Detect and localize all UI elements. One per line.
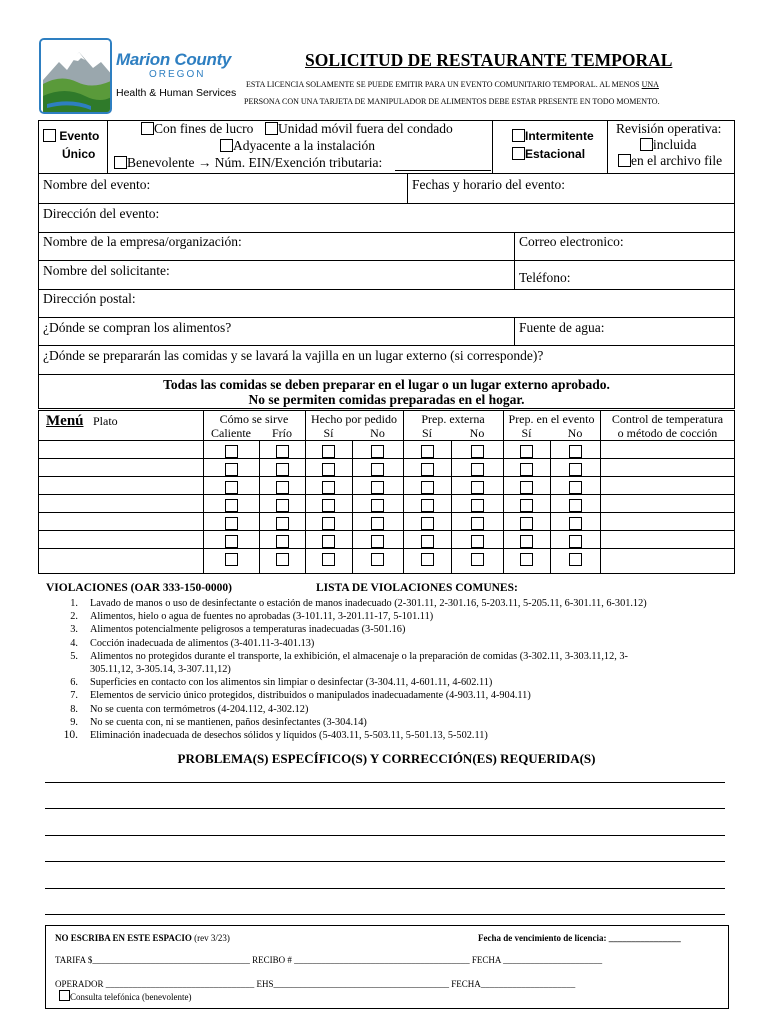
menu-row-7-frio-checkbox[interactable]: [276, 553, 289, 566]
violation-number: 1.: [70, 598, 78, 609]
violation-text: Cocción inadecuada de alimentos (3-401.11-3-401.13): [90, 637, 315, 649]
violation-text: Elementos de servicio único protegidos, distribuidos o manipulados inadecuadamente (4-903.11, 4-904.11): [90, 690, 531, 702]
violation-number: 5.: [70, 650, 78, 662]
notice-line-b: No se permiten comidas preparadas en el hogar.: [248, 392, 525, 407]
violation-text: 305.11,12, 3-305.14, 3-307.11,12): [90, 664, 231, 676]
menu-row-2-externa-no-checkbox[interactable]: [471, 463, 484, 476]
evento-unico-checkbox[interactable]: [43, 129, 56, 142]
intermitente-option[interactable]: Intermitente: [512, 129, 594, 143]
menu-row-7-hecho-si-checkbox[interactable]: [322, 553, 335, 566]
externa-si-heading: Sí: [421, 426, 432, 440]
nombre-evento-field[interactable]: Nombre del evento:: [43, 177, 151, 192]
menu-row-7-hecho-no-checkbox[interactable]: [371, 553, 384, 566]
menu-row-1-externa-si-checkbox[interactable]: [421, 445, 434, 458]
control-heading-1: Control de temperatura: [611, 412, 724, 426]
notice-line-2: PERSONA CON UNA TARJETA DE MANIPULADOR DE ALIMENTOS DEBE ESTAR PRESENTE EN TODO MOMENTO.: [244, 97, 660, 106]
menu-row-6-hecho-no-checkbox[interactable]: [371, 535, 384, 548]
logo-name: Marion County: [116, 50, 232, 69]
violation-number: 6.: [70, 677, 78, 689]
menu-row-1-hecho-si-checkbox[interactable]: [322, 445, 335, 458]
archivo-option[interactable]: en el archivo file: [618, 153, 722, 169]
intermitente-checkbox[interactable]: [512, 129, 525, 142]
menu-row-6-externa-si-checkbox[interactable]: [421, 535, 434, 548]
violation-text: Alimentos potencialmente peligrosos a temperaturas inadecuadas (3-501.16): [90, 624, 406, 636]
direccion-evento-field[interactable]: Dirección del evento:: [43, 206, 160, 221]
hecho-heading: Hecho por pedido: [311, 412, 397, 426]
logo-dept: Health & Human Services: [116, 87, 237, 99]
unico-label: Único: [62, 147, 96, 161]
problem-line-1[interactable]: [45, 782, 725, 783]
fechas-field[interactable]: Fechas y horario del evento:: [412, 177, 565, 192]
menu-row-7-caliente-checkbox[interactable]: [225, 553, 238, 566]
como-heading: Cómo se sirve: [219, 412, 289, 426]
menu-row-4-hecho-no-checkbox[interactable]: [371, 499, 384, 512]
telefono-field[interactable]: Teléfono:: [519, 270, 571, 285]
violation-item: [60, 703, 720, 716]
menu-row-6-evento-si-checkbox[interactable]: [520, 535, 533, 548]
menu-row-1-evento-si-checkbox[interactable]: [520, 445, 533, 458]
menu-row-3-externa-no-checkbox[interactable]: [471, 481, 484, 494]
violation-item: [60, 637, 720, 650]
violation-number: 2.: [70, 611, 78, 623]
violation-item: [60, 623, 720, 636]
problem-line-6[interactable]: [45, 914, 725, 915]
menu-row-5-evento-no-checkbox[interactable]: [569, 517, 582, 530]
page-title: SOLICITUD DE RESTAURANTE TEMPORAL: [305, 50, 673, 70]
violation-item: [60, 716, 720, 729]
violations-list-title: LISTA DE VIOLACIONES COMUNES:: [316, 582, 518, 594]
problem-line-4[interactable]: [45, 861, 725, 862]
unidad-movil-checkbox[interactable]: [265, 122, 278, 135]
adyacente-option[interactable]: Adyacente a la instalación: [220, 138, 375, 154]
menu-row-4-caliente-checkbox[interactable]: [225, 499, 238, 512]
violation-text: Alimentos, hielo o agua de fuentes no aprobadas (3-101.11, 3-201.11-17, 5-101.11): [90, 611, 434, 623]
vencimiento-label: Fecha de vencimiento de licencia: ________________: [478, 933, 681, 943]
menu-row-6-hecho-si-checkbox[interactable]: [322, 535, 335, 548]
incluida-option[interactable]: incluida: [640, 137, 697, 153]
menu-row-4-evento-si-checkbox[interactable]: [520, 499, 533, 512]
notice-line-1: ESTA LICENCIA SOLAMENTE SE PUEDE EMITIR PARA UN EVENTO COMUNITARIO TEMPORAL. AL MENOS UNA: [246, 80, 659, 89]
office-use-box: [45, 925, 729, 1009]
mountain-landscape-icon: [41, 40, 112, 114]
menu-row-3-externa-si-checkbox[interactable]: [421, 481, 434, 494]
agua-field[interactable]: Fuente de agua:: [519, 320, 605, 335]
evento-si-heading: Sí: [521, 426, 532, 440]
menu-row-7-evento-si-checkbox[interactable]: [520, 553, 533, 566]
estacional-checkbox[interactable]: [512, 147, 525, 160]
consulta-checkbox[interactable]: [59, 990, 70, 1001]
menu-row-4-frio-checkbox[interactable]: [276, 499, 289, 512]
unidad-movil-option[interactable]: Unidad móvil fuera del condado: [265, 121, 453, 137]
incluida-checkbox[interactable]: [640, 138, 653, 151]
menu-row-6-caliente-checkbox[interactable]: [225, 535, 238, 548]
logo-state: OREGON: [149, 69, 206, 80]
violation-number: 7.: [70, 690, 78, 702]
correo-field[interactable]: Correo electronico:: [519, 234, 624, 249]
menu-row-2-hecho-si-checkbox[interactable]: [322, 463, 335, 476]
menu-row-5-hecho-no-checkbox[interactable]: [371, 517, 384, 530]
revision-operativa-label: Revisión operativa:: [616, 121, 722, 136]
menu-row-2-caliente-checkbox[interactable]: [225, 463, 238, 476]
menu-row-2-evento-no-checkbox[interactable]: [569, 463, 582, 476]
compran-field[interactable]: ¿Dónde se compran los alimentos?: [43, 320, 232, 335]
menu-table: [38, 410, 735, 574]
violation-text: Eliminación inadecuada de desechos sólidos y líquidos (5-403.11, 5-503.11, 5-501.13, 5-502.11): [90, 730, 488, 742]
menu-row-4-evento-no-checkbox[interactable]: [569, 499, 582, 512]
menu-row-6-frio-checkbox[interactable]: [276, 535, 289, 548]
direccion-postal-field[interactable]: Dirección postal:: [43, 291, 136, 306]
violation-number: 4.: [70, 637, 78, 649]
menu-row-5-hecho-si-checkbox[interactable]: [322, 517, 335, 530]
solicitante-field[interactable]: Nombre del solicitante:: [43, 263, 170, 278]
notice-line-a: Todas las comidas se deben preparar en el lugar o un lugar externo aprobado.: [163, 377, 610, 392]
archivo-checkbox[interactable]: [618, 154, 631, 167]
evento-heading: Prep. en el evento: [508, 412, 595, 426]
menu-row-3-evento-no-checkbox[interactable]: [569, 481, 582, 494]
violation-text: Superficies en contacto con los alimentos sin limpiar o desinfectar (3-304.11, 4-601.11, 4-602.11): [90, 677, 493, 689]
violation-text: No se cuenta con termómetros (4-204.112, 4-302.12): [90, 703, 309, 715]
externa-no-heading: No: [469, 426, 485, 440]
externa-heading: Prep. externa: [421, 412, 485, 426]
menu-row-3-hecho-si-checkbox[interactable]: [322, 481, 335, 494]
menu-row-4-externa-no-checkbox[interactable]: [471, 499, 484, 512]
violations-title: VIOLACIONES (OAR 333-150-0000): [46, 582, 232, 594]
menu-row-4-externa-si-checkbox[interactable]: [421, 499, 434, 512]
violation-number: 8.: [70, 703, 78, 715]
county-logo: [39, 38, 112, 114]
violation-number: 10.: [63, 729, 78, 742]
violations-list: [60, 597, 720, 742]
caliente-heading: Caliente: [211, 426, 251, 440]
menu-row-3-caliente-checkbox[interactable]: [225, 481, 238, 494]
consulta-option[interactable]: Consulta telefónica (benevolente): [59, 990, 191, 1002]
plato-heading: Plato: [93, 414, 118, 428]
adyacente-checkbox[interactable]: [220, 139, 233, 152]
violation-item: [60, 597, 720, 610]
problem-line-5[interactable]: [45, 888, 725, 889]
violation-item: [60, 650, 720, 663]
violation-text: Lavado de manos o uso de desinfectante o estación de manos inadecuado (2-301.11, 2-301.16, 5-203.11, 5-205.11, 6-301.11, 6-301.12): [90, 598, 647, 609]
menu-row-1-frio-checkbox[interactable]: [276, 445, 289, 458]
menu-row-5-caliente-checkbox[interactable]: [225, 517, 238, 530]
menu-row-1-evento-no-checkbox[interactable]: [569, 445, 582, 458]
menu-row-5-externa-no-checkbox[interactable]: [471, 517, 484, 530]
benevolente-checkbox[interactable]: [114, 156, 127, 169]
estacional-option[interactable]: Estacional: [512, 147, 585, 161]
violation-item: [60, 676, 720, 689]
violation-item: [60, 729, 720, 742]
tarifa-line[interactable]: TARIFA $___________________________________ RECIBO # _______________________________________ FECHA ______________________: [55, 955, 603, 965]
menu-row-2-frio-checkbox[interactable]: [276, 463, 289, 476]
menu-row-4-hecho-si-checkbox[interactable]: [322, 499, 335, 512]
menu-heading: Menú: [46, 413, 84, 429]
menu-row-1-hecho-no-checkbox[interactable]: [371, 445, 384, 458]
menu-row-7-evento-no-checkbox[interactable]: [569, 553, 582, 566]
violation-item: [60, 663, 720, 676]
menu-row-2-hecho-no-checkbox[interactable]: [371, 463, 384, 476]
menu-row-2-evento-si-checkbox[interactable]: [520, 463, 533, 476]
menu-row-1-caliente-checkbox[interactable]: [225, 445, 238, 458]
menu-row-5-evento-si-checkbox[interactable]: [520, 517, 533, 530]
hecho-si-heading: Sí: [323, 426, 334, 440]
no-escriba-label: NO ESCRIBA EN ESTE ESPACIO (rev 3/23): [55, 933, 230, 943]
menu-row-5-frio-checkbox[interactable]: [276, 517, 289, 530]
hecho-no-heading: No: [370, 426, 385, 440]
menu-row-3-evento-si-checkbox[interactable]: [520, 481, 533, 494]
ein-input-line[interactable]: [395, 170, 491, 171]
menu-row-2-externa-si-checkbox[interactable]: [421, 463, 434, 476]
evento-no-heading: No: [567, 426, 583, 440]
fines-de-lucro-option[interactable]: Con fines de lucro: [141, 121, 253, 137]
preparan-field[interactable]: ¿Dónde se prepararán las comidas y se lavará la vajilla en un lugar externo (si corresponde)?: [43, 348, 544, 363]
menu-row-7-externa-si-checkbox[interactable]: [421, 553, 434, 566]
problem-line-3[interactable]: [45, 835, 725, 836]
menu-row-7-externa-no-checkbox[interactable]: [471, 553, 484, 566]
benevolente-option[interactable]: Benevolente → Núm. EIN/Exención tributaria:: [114, 155, 382, 171]
empresa-field[interactable]: Nombre de la empresa/organización:: [43, 234, 242, 249]
violation-number: 9.: [70, 716, 78, 728]
violation-item: [60, 610, 720, 623]
violation-number: 3.: [70, 624, 78, 636]
problem-line-2[interactable]: [45, 808, 725, 809]
problem-title: PROBLEMA(S) ESPECÍFICO(S) Y CORRECCIÓN(ES) REQUERIDA(S): [177, 751, 596, 766]
menu-row-3-frio-checkbox[interactable]: [276, 481, 289, 494]
evento-unico-option[interactable]: Evento: [43, 129, 99, 143]
menu-row-6-externa-no-checkbox[interactable]: [471, 535, 484, 548]
menu-row-1-externa-no-checkbox[interactable]: [471, 445, 484, 458]
control-heading-2: o método de cocción: [617, 426, 718, 440]
menu-row-5-externa-si-checkbox[interactable]: [421, 517, 434, 530]
operador-line[interactable]: OPERADOR _________________________________ EHS_______________________________________ FECHA_____________________: [55, 979, 576, 989]
violation-text: No se cuenta con, ni se mantienen, paños desinfectantes (3-304.14): [90, 716, 367, 728]
frio-heading: Frío: [271, 426, 292, 440]
violation-item: [60, 689, 720, 702]
menu-row-6-evento-no-checkbox[interactable]: [569, 535, 582, 548]
menu-row-3-hecho-no-checkbox[interactable]: [371, 481, 384, 494]
violation-text: Alimentos no protegidos durante el transporte, la exhibición, el almacenaje o la preparación de comidas (3-302.11, 3-303.11,12, 3-: [90, 650, 628, 662]
fines-de-lucro-checkbox[interactable]: [141, 122, 154, 135]
